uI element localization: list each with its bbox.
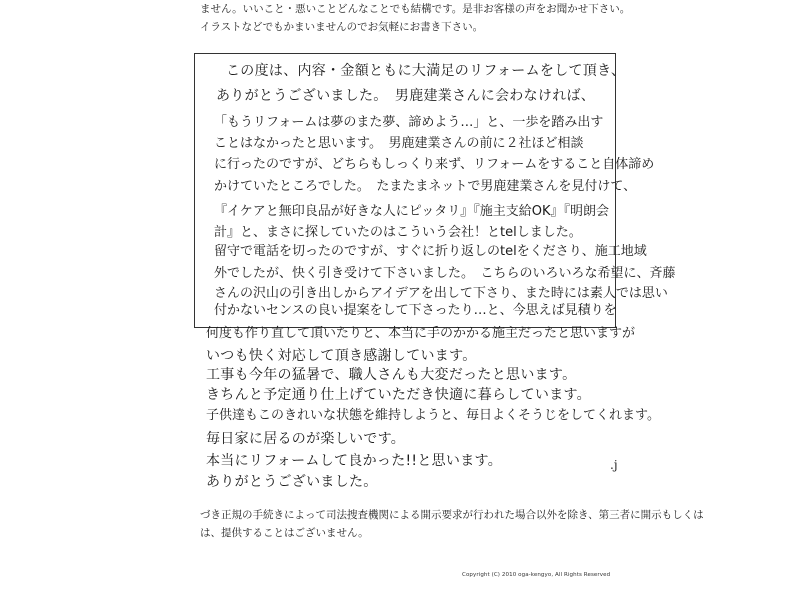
handwritten-line: 「もうリフォームは夢のまた夢、諦めよう…」と、一歩を踏み出す	[214, 115, 604, 130]
handwritten-line: ありがとうございました。 男鹿建業さんに会わなければ、	[216, 88, 596, 104]
print-text-top-line-1: ません。いいこと・悪いことどんなことでも結構です。是非お客様の声をお聞かせ下さい。	[200, 3, 631, 15]
handwritten-line: ことはなかったと思います。 男鹿建業さんの前に２社ほど相談	[214, 136, 584, 151]
handwritten-line: 工事も今年の猛暑で、職人さんも大変だったと思います。	[206, 367, 577, 383]
handwritten-line: 留守で電話を切ったのですが、すぐに折り返しのtelをくださり、施工地域	[214, 244, 647, 259]
print-text-bottom-line-1: づき正規の手続きによって司法捜査機関による開示要求が行われた場合以外を除き、第三者に開示もしくは	[200, 509, 704, 521]
handwritten-line: 子供達もこのきれいな状態を維持しようと、毎日よくそうじをしてくれます。	[206, 408, 660, 423]
handwritten-line: この度は、内容・金額ともに大満足のリフォームをして頂き、	[226, 63, 626, 79]
handwritten-line: かけていたところでした。 たまたまネットで男鹿建業さんを見付けて、	[214, 179, 637, 194]
handwritten-line: きちんと予定通り仕上げていただき快適に暮らしています。	[206, 387, 591, 403]
handwritten-line: 毎日家に居るのが楽しいです。	[206, 431, 406, 447]
print-text-bottom-line-2: は、提供することはございません。	[200, 527, 369, 539]
copyright-notice: Copyright (C) 2010 oga-kengyo, All Rights Reserved	[462, 572, 611, 578]
handwritten-line: 付かないセンスの良い提案をして下さったり…と、今思えば見積りを	[214, 303, 617, 318]
handwritten-line: 本当にリフォームして良かった!!と思います。	[206, 453, 503, 469]
handwritten-line: 何度も作り直して頂いたりと、本当に手のかかる施主だったと思いますが	[206, 326, 636, 341]
handwritten-mark: .j	[610, 458, 618, 472]
handwritten-line: いつも快く対応して頂き感謝しています。	[206, 348, 477, 364]
handwritten-line: に行ったのですが、どちらもしっくり来ず、リフォームをすること自体諦め	[214, 157, 655, 172]
handwritten-line: 外でしたが、快く引き受けて下さいました。 こちらのいろいろな希望に、斉藤	[214, 266, 676, 281]
print-text-top-line-2: イラストなどでもかまいませんのでお気軽にお書き下さい。	[200, 21, 484, 33]
handwritten-line: 計』と、まさに探していたのはこういう会社！とtelしました。	[214, 225, 582, 240]
handwritten-line: さんの沢山の引き出しからアイデアを出して下さり、また時には素人では思い	[214, 286, 668, 301]
handwritten-line: ありがとうございました。	[206, 474, 378, 490]
handwritten-line: 『イケアと無印良品が好きな人にピッタリ』『施主支給OK』『明朗会	[214, 204, 609, 219]
